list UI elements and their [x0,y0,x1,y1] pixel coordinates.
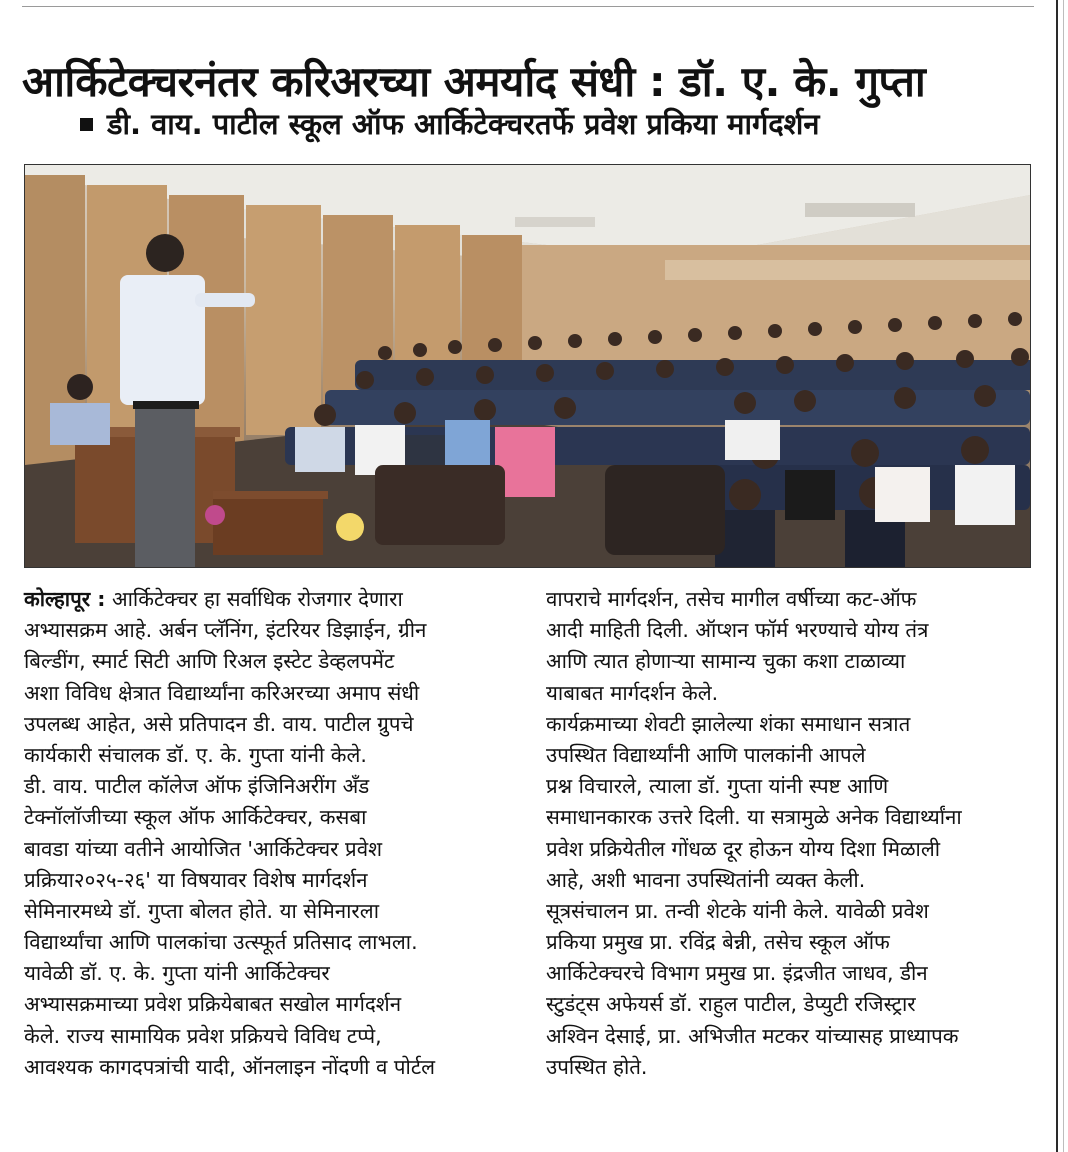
article-line: याबाबत मार्गदर्शन केले. [546,680,719,705]
article-line: वापराचे मार्गदर्शन, तसेच मागील वर्षीच्या कट-ऑफ [546,587,917,611]
column-divider-secondary [1063,0,1064,1152]
article-column-right [546,584,1036,1083]
article-line: प्रक्रिया२०२५-२६' या विषयावर विशेष मार्गदर्शन [24,867,368,892]
article-line: आदी माहिती दिली. ऑप्शन फॉर्म भरण्याचे योग्य तंत्र [546,618,929,643]
article-line: अभ्यासक्रम आहे. अर्बन प्लॅनिंग, इंटरियर डिझाईन, ग्रीन [24,618,427,643]
article-line: उपस्थित विद्यार्थ्यांनी आणि पालकांनी आपले [546,742,866,767]
headline: आर्किटेक्चरनंतर करिअरच्या अमर्याद संधी : डॉ. ए. के. गुप्ता [22,57,926,107]
article-line: प्रकिया प्रमुख प्रा. रविंद्र बेन्नी, तसेच स्कूल ऑफ [546,930,890,955]
article-line: आणि त्यात होणाऱ्या सामान्य चुका कशा टाळाव्या [546,649,906,674]
article-line [24,584,514,615]
article-line: डी. वाय. पाटील कॉलेज ऑफ इंजिनिअरींग अँड [24,774,370,799]
article-line: यावेळी डॉ. ए. के. गुप्ता यांनी आर्किटेक्चर [24,961,330,986]
article-line: समाधानकारक उत्तरे दिली. या सत्रामुळे अनेक विद्यार्थ्यांना [546,805,962,830]
seminar-photo [24,164,1031,568]
article-line: आहे, अशी भावना उपस्थितांनी व्यक्त केली. [546,867,866,892]
article-line: आर्किटेक्चरचे विभाग प्रमुख प्रा. इंद्रजीत जाधव, डीन [546,961,928,986]
article-line: टेक्नॉलॉजीच्या स्कूल ऑफ आर्किटेक्चर, कसबा [24,805,367,830]
article-line: प्रवेश प्रक्रियेतील गोंधळ दूर होऊन योग्य दिशा मिळाली [546,836,941,861]
article-line: सूत्रसंचालन प्रा. तन्वी शेटके यांनी केले. यावेळी प्रवेश [546,898,929,923]
article-line: बिल्डींग, स्मार्ट सिटी आणि रिअल इस्टेट डेव्हलपमेंट [24,649,395,674]
article-line: कार्यकारी संचालक डॉ. ए. के. गुप्ता यांनी केले. [24,742,367,767]
article-line: आवश्यक कागदपत्रांची यादी, ऑनलाइन नोंदणी व पोर्टल [24,1054,436,1079]
article-line: अशा विविध क्षेत्रात विद्यार्थ्यांना करिअरच्या अमाप संधी [24,680,420,705]
article-line: सेमिनारमध्ये डॉ. गुप्ता बोलत होते. या सेमिनारला [24,898,379,923]
subheadline [80,102,1040,146]
subheadline-text: डी. वाय. पाटील स्कूल ऑफ आर्किटेक्चरतर्फे प्रवेश प्रकिया मार्गदर्शन [107,107,820,141]
article-line: बावडा यांच्या वतीने आयोजित 'आर्किटेक्चर प्रवेश [24,836,383,861]
article-line: प्रश्न विचारले, त्याला डॉ. गुप्ता यांनी स्पष्ट आणि [546,774,889,799]
article-line: विद्यार्थ्यांचा आणि पालकांचा उत्स्फूर्त प्रतिसाद लाभला. [24,930,418,955]
article-line: उपलब्ध आहेत, असे प्रतिपादन डी. वाय. पाटील ग्रुपचे [24,711,414,736]
article-line: स्टुडंट्स अफेयर्स डॉ. राहुल पाटील, डेप्युटी रजिस्ट्रार [546,992,916,1017]
seminar-photo-illustration [25,165,1030,567]
article-column-left [24,584,514,1083]
top-rule [22,6,1034,7]
dateline: कोल्हापूर : [24,587,106,611]
article-line: अभ्यासक्रमाच्या प्रवेश प्रक्रियेबाबत सखोल मार्गदर्शन [24,992,402,1017]
article-line: अश्विन देसाई, प्रा. अभिजीत मटकर यांच्यासह प्राध्यापक [546,1023,959,1048]
article-line: केले. राज्य सामायिक प्रवेश प्रक्रियचे विविध टप्पे, [24,1023,382,1048]
article-line: कार्यक्रमाच्या शेवटी झालेल्या शंका समाधान सत्रात [546,711,911,736]
article-line: उपस्थित होते. [546,1054,648,1079]
article-text: आर्किटेक्चर हा सर्वाधिक रोजगार देणारा [105,587,403,611]
square-bullet-icon [80,118,93,131]
column-divider [1056,0,1058,1152]
